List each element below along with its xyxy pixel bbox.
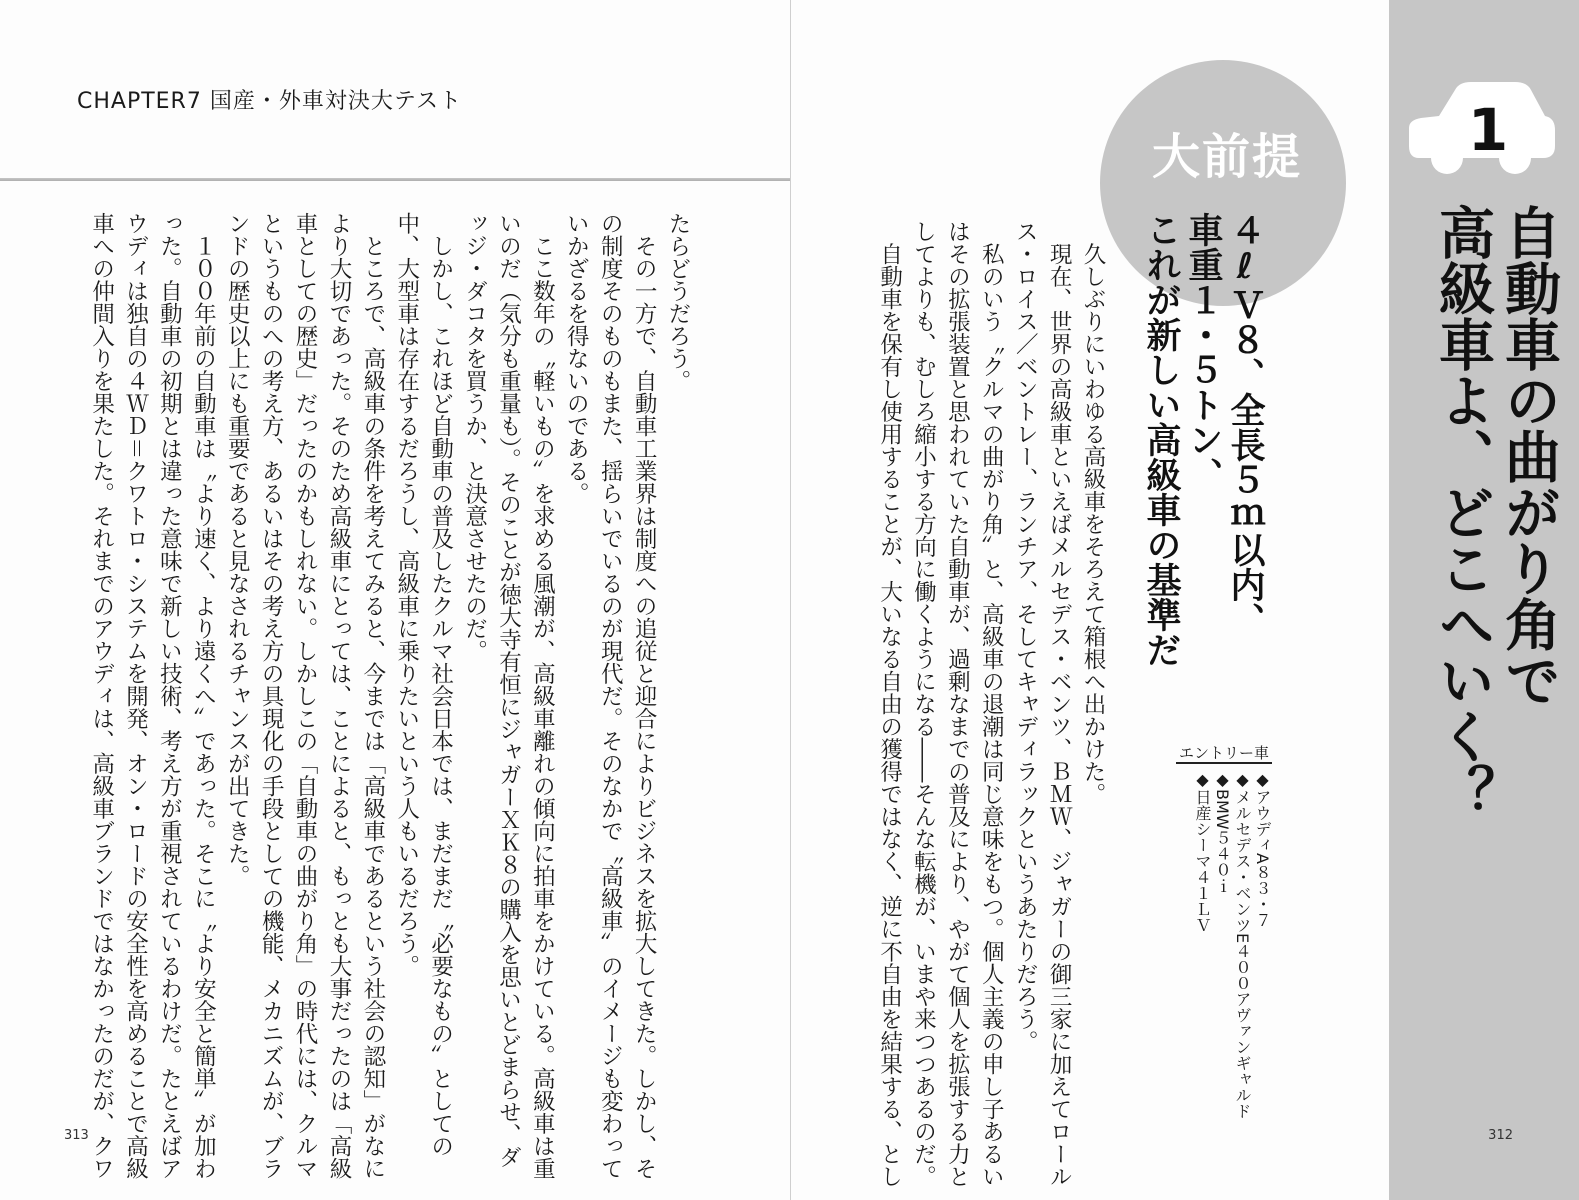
premise-label: 大前提 bbox=[1152, 129, 1303, 185]
entry-cars-title: エントリー車 bbox=[1178, 744, 1269, 762]
text-column: 久しぶりにいわゆる高級車をそろえて箱根へ出かけた。 bbox=[1080, 220, 1106, 805]
text-column: してよりも、むしろ縮小する方向に働くようになる――そんな転機が、いまや来つつあるのだ。 bbox=[910, 220, 937, 1188]
entry-car-item: ◆メルセデス・ベンツE４００アヴァンギャルド bbox=[1233, 770, 1252, 1120]
text-column: ところで、高級車の条件を考えてみると、今までは「高級車であるという社会の認知」がなに bbox=[359, 212, 386, 1180]
text-column: ス・ロイス／ベントレー、ランチア、そしてキャディラックというあたりだろう。 bbox=[1012, 220, 1039, 1053]
text-column: 車としての歴史」だったのかもしれない。しかしこの「自動車の曲がり角」の時代には、クルマ bbox=[292, 212, 319, 1180]
chapter-title bbox=[1429, 204, 1561, 820]
text-column: ウディは独自の４ＷＤ＝クワトロ・システムを開発、オン・ロードの安全性を高めることで高級 bbox=[122, 212, 149, 1180]
text-column: いかざるを得ないのである。 bbox=[563, 212, 590, 505]
text-column: の制度そのものもまた、揺らいでいるのが現代だ。そのなかで〝高級車〟のイメージも変わって bbox=[597, 212, 624, 1180]
text-column: 自動車を保有し使用することが、大いなる自由の獲得ではなく、逆に不自由を結果する、とし bbox=[876, 220, 903, 1188]
text-column: １００年前の自動車は〝より速く、より遠くへ〟であった。そこに〝より安全と簡単〟が加わ bbox=[190, 212, 217, 1180]
section-subtitle bbox=[1140, 212, 1266, 667]
entry-cars-box bbox=[1176, 742, 1272, 1120]
subtitle-line: ４ℓＶ８、全長５ｍ以内、 bbox=[1225, 212, 1265, 637]
page-number-left: 313 bbox=[64, 1128, 89, 1143]
page-number-right: 312 bbox=[1488, 1128, 1513, 1143]
text-column: いのだ（気分も重量も）。そのことが徳大寺有恒にジャガーＸＫ８の購入を思いとどまらせ、ダ bbox=[495, 212, 522, 1169]
text-column: 中、大型車は存在するだろうし、高級車に乗りたいという人もいるだろう。 bbox=[393, 212, 420, 977]
chapter-number: 1 bbox=[1467, 96, 1509, 164]
text-column: 私のいう〝クルマの曲がり角〟と、高級車の退潮は同じ意味をもつ。個人主義の申し子あるい bbox=[978, 220, 1005, 1188]
header-rule bbox=[0, 178, 790, 181]
chapter-title-line: 高級車よ、どこへいく？ bbox=[1430, 204, 1495, 820]
text-column: より大切であった。そのため高級車にとっては、ことによると、もっとも大事だったのは「高級 bbox=[325, 212, 352, 1180]
text-column: 現在、世界の高級車といえばメルセデス・ベンツ、ＢＭＷ、ジャガーの御三家に加えてロール bbox=[1046, 220, 1073, 1188]
entry-car-item: ◆日産シーマ４１ＬＶ bbox=[1193, 770, 1212, 933]
entry-cars-rule bbox=[1176, 762, 1272, 764]
text-column: というものへの考え方、あるいはその考え方の具現化の手段としての機能、メカニズムが、ブラ bbox=[258, 212, 285, 1180]
text-column: 車への仲間入りを果たした。それまでのアウディは、高級車ブランドではなかったのだが、クワ bbox=[88, 212, 115, 1180]
text-column: ここ数年の〝軽いもの〟を求める風潮が、高級車離れの傾向に拍車をかけている。高級車は重 bbox=[529, 212, 556, 1180]
text-column: その一方で、自動車工業界は制度への追従と迎合によりビジネスを拡大してきた。しかし、そ bbox=[631, 212, 658, 1180]
entry-car-item: ◆アウディA８３・７ bbox=[1253, 770, 1272, 928]
chapter-title-line: 自動車の曲がり角で bbox=[1496, 204, 1561, 708]
chapter-sidebar bbox=[1389, 0, 1579, 1200]
entry-cars-list bbox=[1192, 770, 1272, 1120]
subtitle-line: 車重１・５トン、 bbox=[1183, 212, 1223, 492]
text-column: った。自動車の初期とは違った意味で新しい技術、考え方が重視されているわけだ。たとえばア bbox=[156, 212, 183, 1180]
running-header: CHAPTER7 国産・外車対決大テスト bbox=[77, 89, 462, 114]
entry-car-item: ◆BMW５４０ｉ bbox=[1213, 770, 1232, 894]
text-column: はその拡張装置と思われていた自動車が、過剰なまでの普及により、やがて個人を拡張する力と bbox=[944, 220, 971, 1188]
text-column: しかし、これほど自動車の普及したクルマ社会日本では、まだまだ〝必要なもの〟としての bbox=[427, 212, 454, 1157]
text-column: たらどうだろう。 bbox=[665, 212, 691, 392]
text-column: ッジ・ダコタを買うか、と決意させたのだ。 bbox=[461, 212, 488, 662]
right-body-text bbox=[872, 220, 1109, 1188]
subtitle-line: これが新しい高級車の基準だ bbox=[1141, 212, 1181, 667]
left-body-text bbox=[84, 212, 694, 1180]
text-column: ンドの歴史以上にも重要であると見なされるチャンスが出てきた。 bbox=[224, 212, 251, 887]
